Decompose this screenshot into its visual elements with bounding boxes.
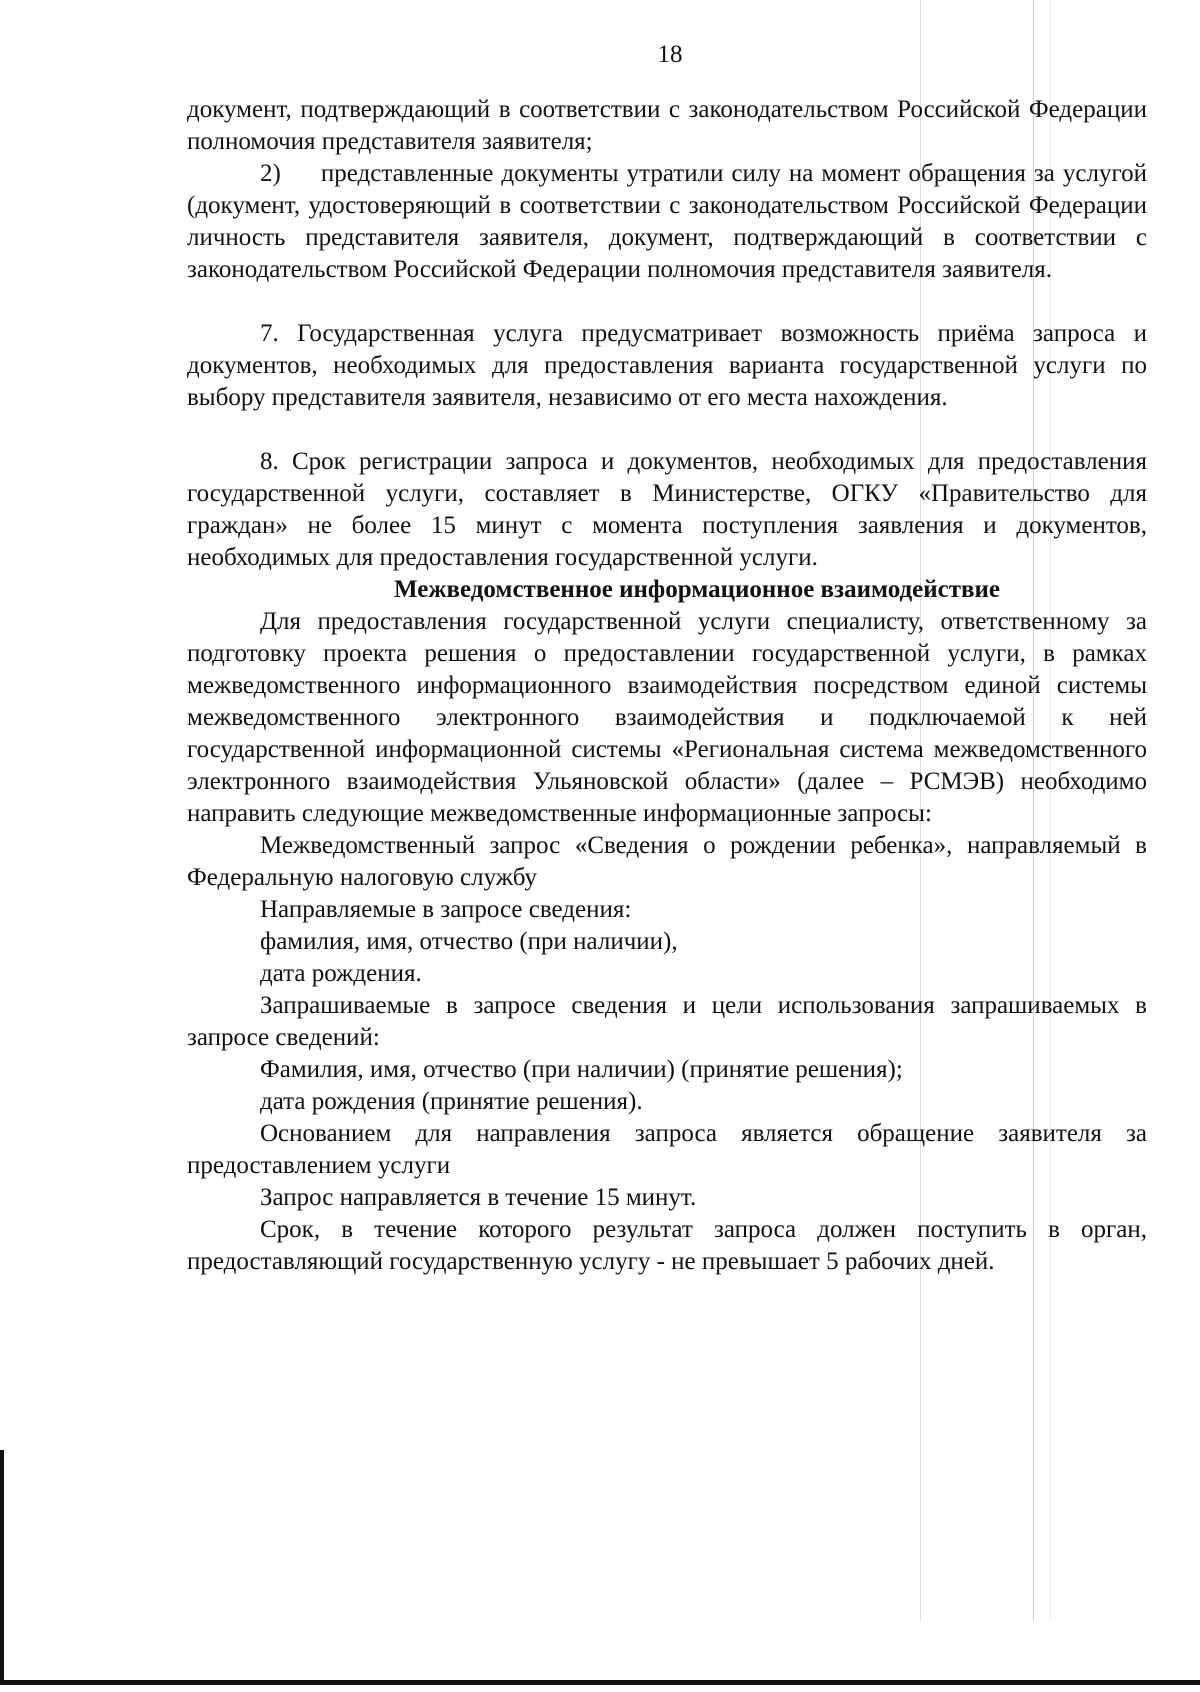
- paragraph: дата рождения (принятие решения).: [260, 1088, 643, 1115]
- paragraph: 7. Государственная услуга предусматривает возможность приёма запроса и документов, необходимых для предоставления варианта государственной услуги по выбору представителя заявителя, независимо от его места нахождения.: [187, 320, 1147, 411]
- paragraph: документ, подтверждающий в соответствии с законодательством Российской Федерации полномочия представителя заявителя;: [187, 96, 1147, 155]
- scan-border: [0, 1450, 4, 1685]
- page-number: 18: [657, 41, 683, 68]
- section-heading: Межведомственное информационное взаимодействие: [394, 576, 1000, 603]
- paragraph: Основанием для направления запроса является обращение заявителя за предоставлением услуги: [187, 1120, 1147, 1179]
- scan-border: [0, 1680, 1200, 1685]
- paragraph: фамилия, имя, отчество (при наличии),: [260, 928, 678, 955]
- paragraph: Межведомственный запрос «Сведения о рождении ребенка», направляемый в Федеральную налоговую службу: [187, 832, 1147, 891]
- paragraph: дата рождения.: [260, 960, 422, 987]
- paragraph: Запрашиваемые в запросе сведения и цели использования запрашиваемых в запросе сведений:: [187, 992, 1147, 1051]
- paragraph: Направляемые в запросе сведения:: [260, 896, 632, 923]
- paragraph: 2) представленные документы утратили силу на момент обращения за услугой (документ, удостоверяющий в соответствии с законодательством Российской Федерации личность представителя заявителя, документ, подтверждающий в соответствии с законодательством Российской Федерации полномочия представителя заявителя.: [187, 160, 1147, 283]
- paragraph: Запрос направляется в течение 15 минут.: [260, 1184, 697, 1211]
- paragraph: Фамилия, имя, отчество (при наличии) (принятие решения);: [260, 1056, 903, 1083]
- paragraph: Для предоставления государственной услуги специалисту, ответственному за подготовку проекта решения о предоставлении государственной услуги, в рамках межведомственного информационного взаимодействия посредством единой системы межведомственного электронного взаимодействия и подключаемой к ней государственной информационной системы «Региональная система межведомственного электронного взаимодействия Ульяновской области» (далее – РСМЭВ) необходимо направить следующие межведомственные информационные запросы:: [187, 608, 1147, 827]
- paragraph: Срок, в течение которого результат запроса должен поступить в орган, предоставляющий государственную услугу - не превышает 5 рабочих дней.: [187, 1216, 1147, 1275]
- paragraph: 8. Срок регистрации запроса и документов, необходимых для предоставления государственной услуги, составляет в Министерстве, ОГКУ «Правительство для граждан» не более 15 минут с момента поступления заявления и документов, необходимых для предоставления государственной услуги.: [187, 448, 1147, 571]
- document-body: [187, 94, 1147, 1278]
